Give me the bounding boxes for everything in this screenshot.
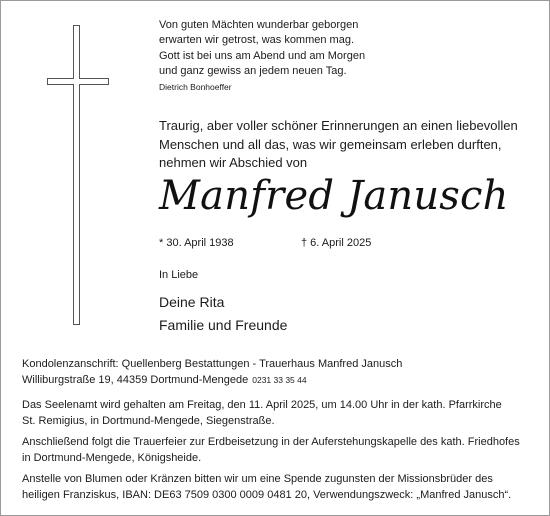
intro-line: nehmen wir Abschied von bbox=[159, 155, 308, 170]
condolence-street: Williburgstraße 19, 44359 Dortmund-Mengede bbox=[22, 373, 249, 386]
paragraph-line: St. Remigius, in Dortmund-Mengede, Siegenstraße. bbox=[22, 414, 275, 427]
condolence-address bbox=[22, 357, 402, 388]
paragraph-line: Anschließend folgt die Trauerfeier zur Erdbeisetzung in der Auferstehungskapelle des kath. Friedhofes bbox=[22, 436, 520, 448]
poem bbox=[159, 18, 365, 80]
birth-date: * 30. April 1938 bbox=[159, 237, 234, 249]
intro-text bbox=[159, 117, 518, 173]
condolence-line: Kondolenzanschrift: Quellenberg Bestattungen - Trauerhaus Manfred Janusch bbox=[22, 358, 403, 370]
poem-author: Dietrich Bonhoeffer bbox=[159, 82, 232, 92]
poem-line: und ganz gewiss an jedem neuen Tag. bbox=[159, 65, 347, 78]
intro-line: Menschen und all das, was wir gemeinsam erleben durften, bbox=[159, 136, 502, 152]
paragraph-line: Das Seelenamt wird gehalten am Freitag, den 11. April 2025, um 14.00 Uhr in der kath. Pfarrkirche bbox=[22, 399, 502, 411]
poem-line: Gott ist bei uns am Abend und am Morgen bbox=[159, 49, 366, 62]
service-paragraph-mass bbox=[22, 398, 502, 429]
mourners-intro: In Liebe bbox=[159, 269, 199, 281]
cross-icon bbox=[47, 25, 109, 325]
service-paragraph-donation bbox=[22, 472, 511, 503]
mourner-family: Familie und Freunde bbox=[159, 317, 288, 333]
deceased-name: Manfred Janusch bbox=[159, 173, 509, 219]
service-paragraph-burial bbox=[22, 435, 520, 466]
paragraph-line: in Dortmund-Mengede, Königsheide. bbox=[22, 451, 202, 464]
intro-line: Traurig, aber voller schöner Erinnerungen an einen liebevollen bbox=[159, 118, 518, 133]
paragraph-line: Anstelle von Blumen oder Kränzen bitten wir um eine Spende zugunsten der Missionsbrüder des bbox=[22, 473, 493, 485]
death-date: † 6. April 2025 bbox=[301, 237, 372, 249]
poem-line: erwarten wir getrost, was kommen mag. bbox=[159, 34, 355, 47]
condolence-phone: 0231 33 35 44 bbox=[252, 374, 307, 385]
poem-line: Von guten Mächten wunderbar geborgen bbox=[159, 19, 359, 31]
mourner-spouse: Deine Rita bbox=[159, 294, 225, 310]
paragraph-line: heiligen Franziskus, IBAN: DE63 7509 0300 0009 0481 20, Verwendungszweck: „Manfred Janusch“. bbox=[22, 488, 512, 501]
condolence-line bbox=[22, 373, 402, 389]
